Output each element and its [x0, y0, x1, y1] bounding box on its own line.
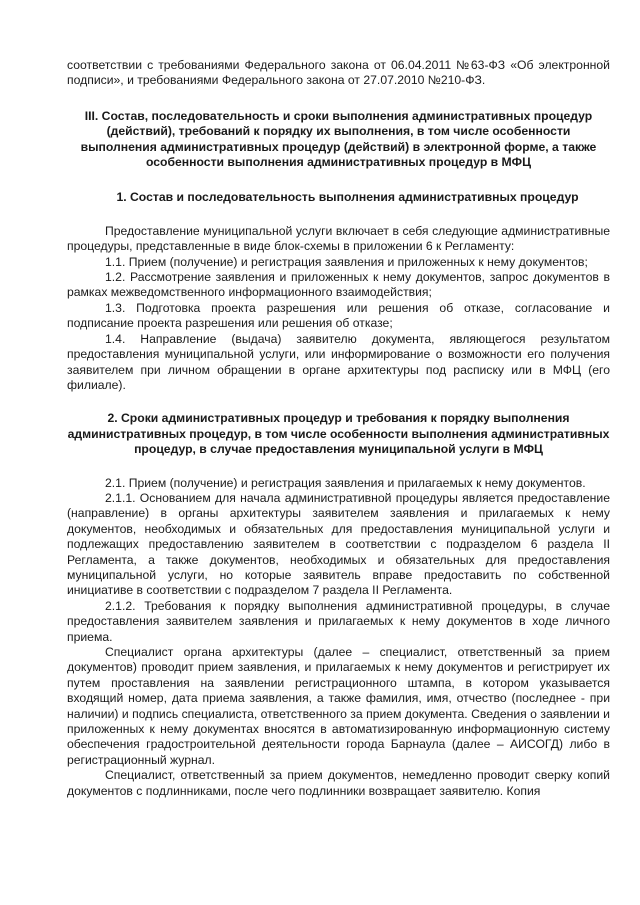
- paragraph: 1.4. Направление (выдача) заявителю документа, являющегося результатом предоставления муниципальной услуги, или информирование о возможности его получения заявителем при личном обращении в органе архитектуры под расписку или в МФЦ (его филиале).: [67, 331, 610, 392]
- top-paragraph: соответствии с требованиями Федерального закона от 06.04.2011 №63-ФЗ «Об электронной подписи», и требованиями Федерального закона от 27.07.2010 №210-ФЗ.: [67, 58, 610, 88]
- paragraph: Специалист, ответственный за прием документов, немедленно проводит сверку копий документов с подлинниками, после чего подлинники возвращает заявителю. Копия: [67, 768, 610, 798]
- paragraph: 2.1.1. Основанием для начала административной процедуры является предоставление (направление) в органы архитектуры заявителем заявления и прилагаемых к нему документов, необходимых и обязательных для предоставления муниципальной услуги и подлежащих предоставлению заявителем в соответствии с подразделом 6 раздела II Регламента, а также документов, необходимых и обязательных для предоставления муниципальной услуги, но которые заявитель вправе предоставить по собственной инициативе в соответствии с подразделом 7 раздела II Регламента.: [67, 490, 610, 598]
- paragraph: Специалист органа архитектуры (далее – специалист, ответственный за прием документов) проводит прием заявления, и прилагаемых к нему документов и регистрирует их путем проставления на заявлении регистрационного штампа, в котором указывается входящий номер, дата приема заявления, а также фамилия, имя, отчество (последнее - при наличии) и подпись специалиста, ответственного за прием документа. Сведения о заявлении и приложенных к нему документах вносятся в автоматизированную информационную систему обеспечения градостроительной деятельности города Барнаула (далее – АИСОГД) либо в регистрационный журнал.: [67, 645, 610, 767]
- paragraph: 1.3. Подготовка проекта разрешения или решения об отказе, согласование и подписание проекта разрешения или решения об отказе;: [67, 300, 610, 331]
- paragraph: 2.1.2. Требования к порядку выполнения административной процедуры, в случае предоставления заявителем заявления и прилагаемых к нему документов в ходе личного приема.: [67, 598, 610, 644]
- paragraph: 2.1. Прием (получение) и регистрация заявления и прилагаемых к нему документов.: [105, 475, 586, 490]
- subsection-1-title: 1. Состав и последовательность выполнения административных процедур: [116, 190, 579, 205]
- paragraph: Предоставление муниципальной услуги включает в себя следующие административные процедуры, представленные в виде блок-схемы в приложении 6 к Регламенту:: [67, 223, 610, 254]
- paragraph: 1.2. Рассмотрение заявления и приложенных к нему документов, запрос документов в рамках межведомственного информационного взаимодействия;: [67, 270, 610, 300]
- section-title: III. Состав, последовательность и сроки выполнения административных процедур (действий), требований к порядку их выполнения, в том числе особенности выполнения административных процедур (действий) в электронной форме, а также особенности выполнения административных процедур в МФЦ: [80, 108, 597, 170]
- paragraph: 1.1. Прием (получение) и регистрация заявления и приложенных к нему документов;: [105, 254, 588, 269]
- subsection-2-title: 2. Сроки административных процедур и требования к порядку выполнения административных процедур, в том числе особенности выполнения административных процедур, в случае предоставления муниципальной услуги в МФЦ: [67, 411, 610, 457]
